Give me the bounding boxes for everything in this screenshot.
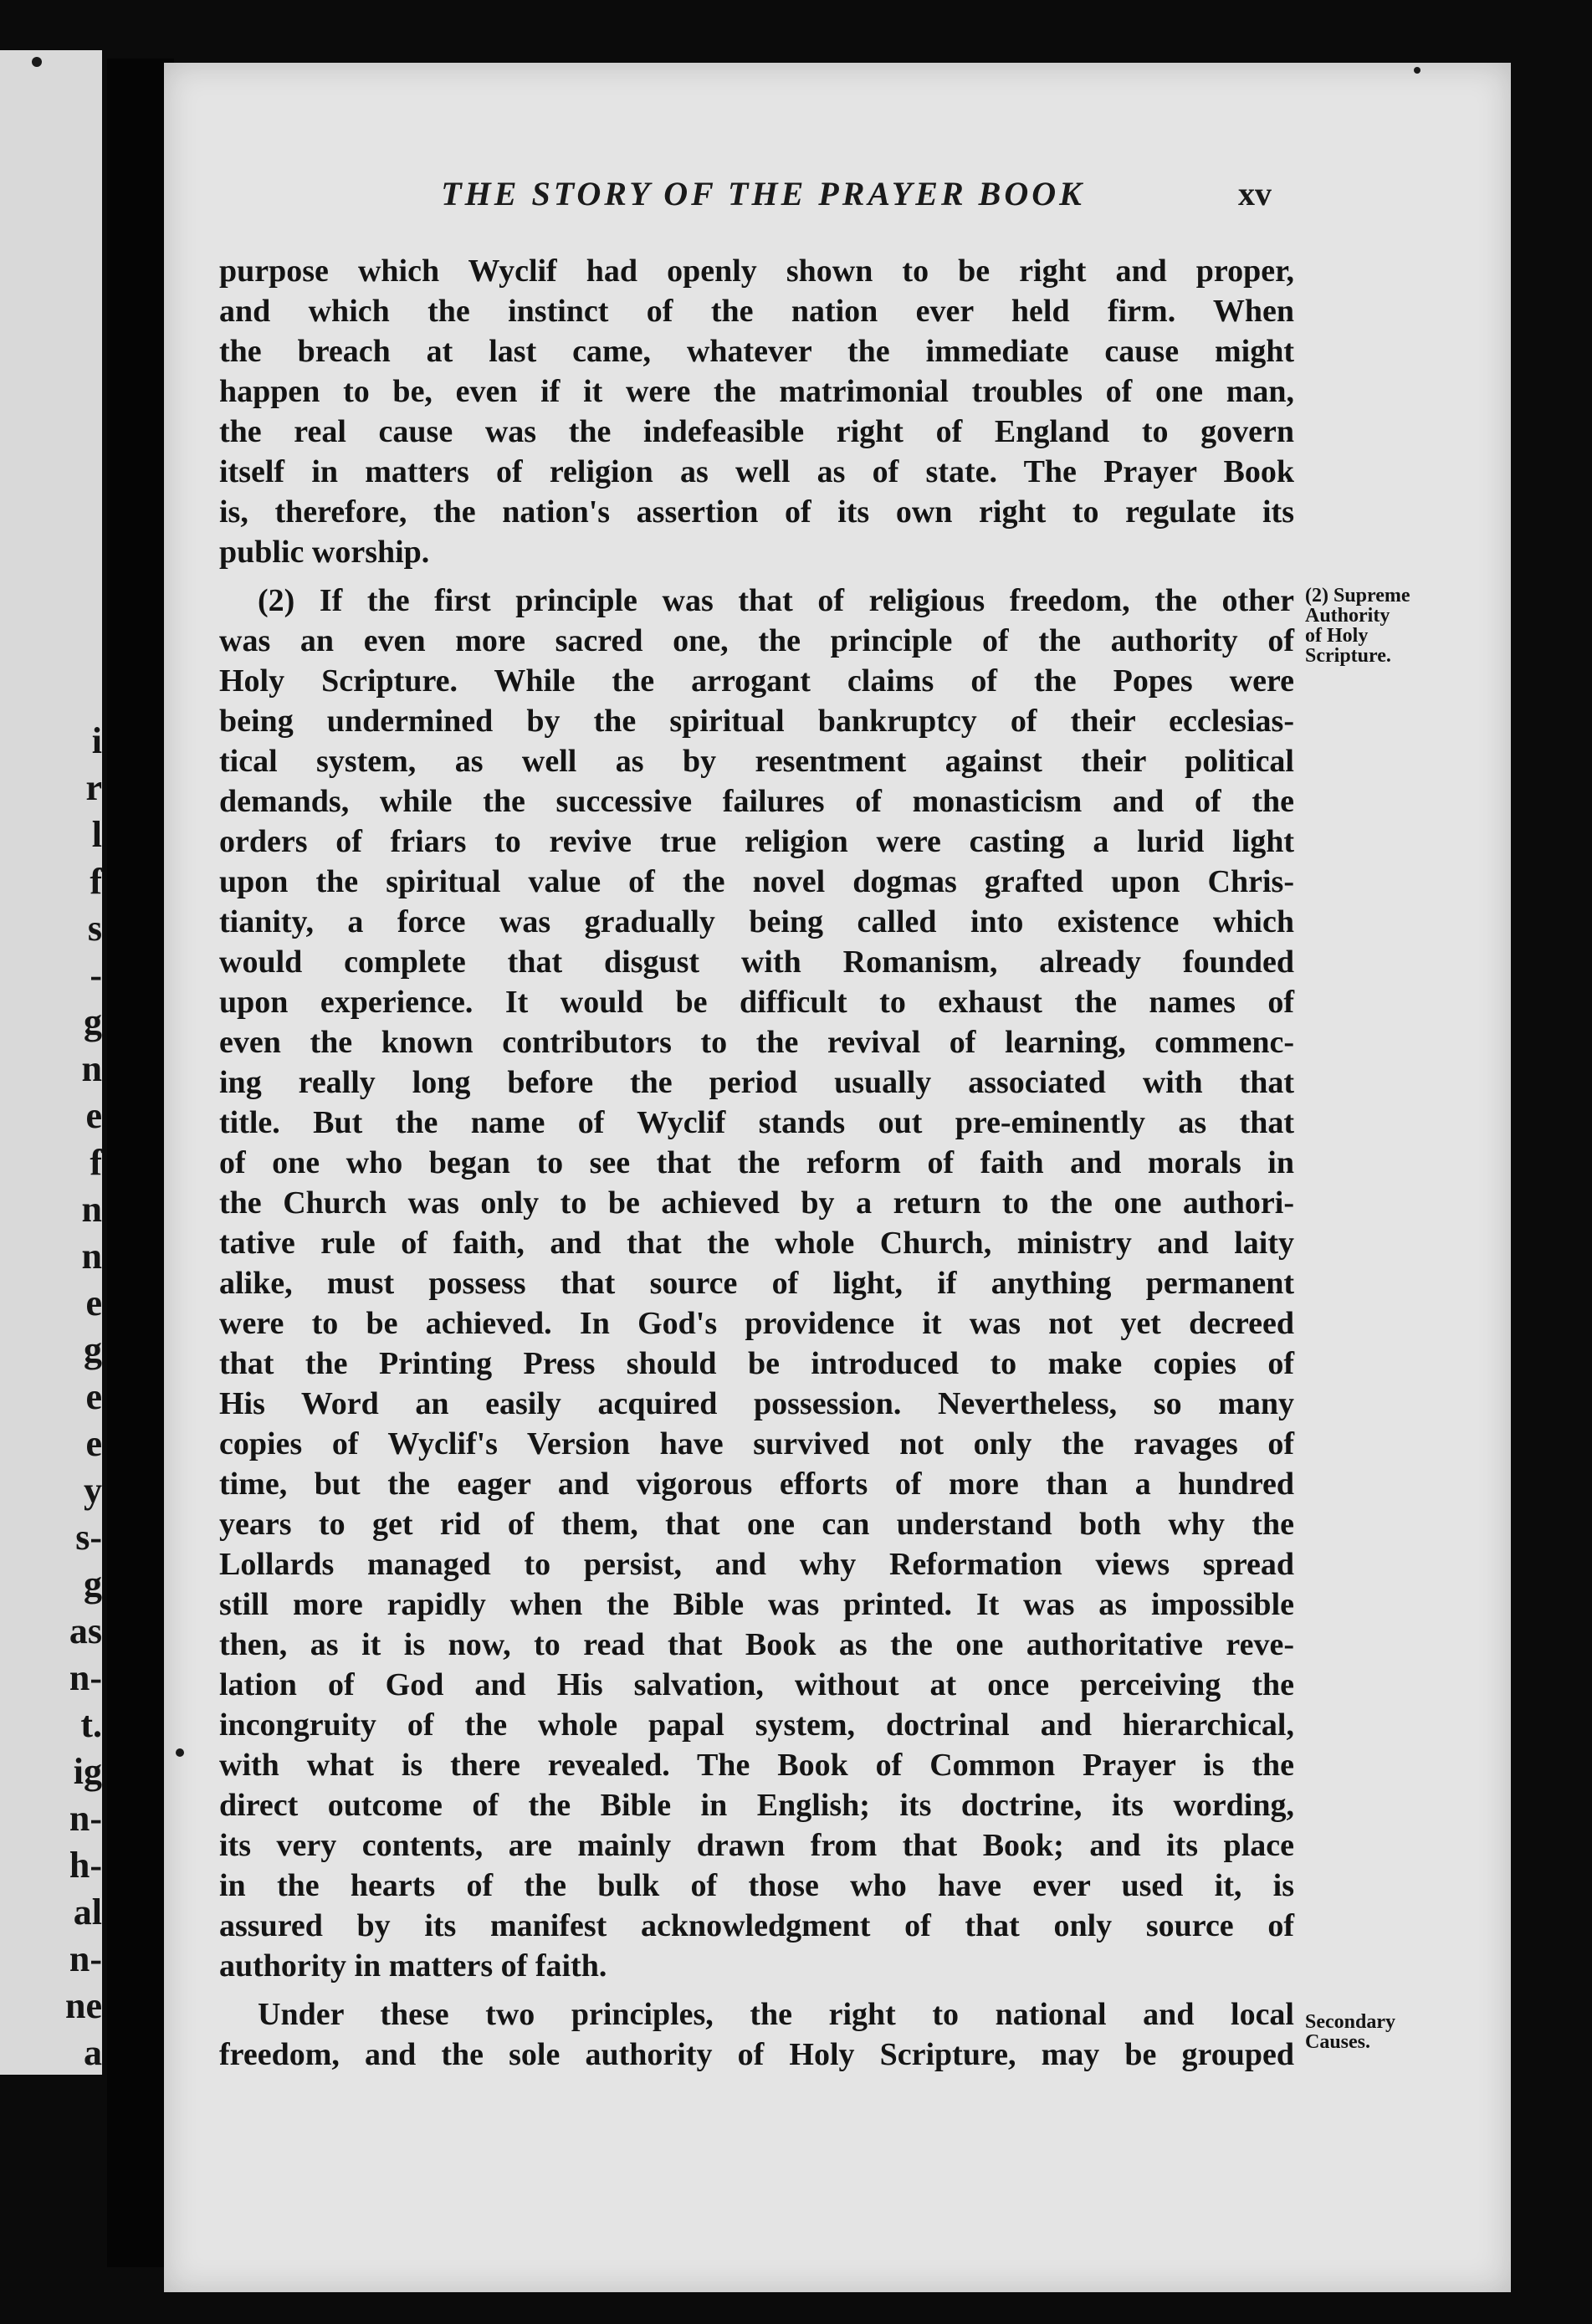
previous-page-edge: [0, 50, 102, 2075]
text-line: in the hearts of the bulk of those who have ever used it, is: [219, 1868, 1294, 1903]
previous-page-fragment: ne: [65, 1985, 102, 2026]
text-line: tianity, a force was gradually being called into existence which: [219, 904, 1294, 939]
text-line: upon experience. It would be difficult to exhaust the names of: [219, 985, 1294, 1020]
previous-page-fragment: a: [84, 2032, 102, 2073]
previous-page-fragment: n-: [69, 1657, 102, 1698]
text-line: tical system, as well as by resentment against their political: [219, 744, 1294, 779]
margin-note-line: Secondary: [1305, 2011, 1395, 2033]
previous-page-fragment: g: [84, 1001, 102, 1042]
text-line: even the known contributors to the revival of learning, commenc-: [219, 1025, 1294, 1060]
text-line: happen to be, even if it were the matrimonial troubles of one man,: [219, 374, 1294, 409]
text-line: was an even more sacred one, the principle of the authority of: [219, 623, 1294, 658]
scan-speck: [32, 57, 42, 67]
text-line: authority in matters of faith.: [219, 1948, 607, 1984]
text-line: the Church was only to be achieved by a return to the one authori-: [219, 1185, 1294, 1221]
text-line: were to be achieved. In God's providence it was not yet decreed: [219, 1306, 1294, 1341]
text-line: His Word an easily acquired possession. Nevertheless, so many: [219, 1386, 1294, 1421]
text-line: of one who began to see that the reform of faith and morals in: [219, 1145, 1294, 1180]
text-line: is, therefore, the nation's assertion of its own right to regulate its: [219, 494, 1294, 530]
previous-page-fragment: n: [81, 1048, 102, 1089]
text-line: Lollards managed to persist, and why Reformation views spread: [219, 1547, 1294, 1582]
previous-page-fragment: as: [69, 1610, 102, 1651]
text-line: freedom, and the sole authority of Holy Scripture, may be grouped: [219, 2037, 1294, 2072]
text-line: being undermined by the spiritual bankruptcy of their ecclesias-: [219, 704, 1294, 739]
text-line: the real cause was the indefeasible right of England to govern: [219, 414, 1294, 449]
text-line: itself in matters of religion as well as of state. The Prayer Book: [219, 454, 1294, 489]
previous-page-fragment: ig: [73, 1751, 102, 1792]
text-line: then, as it is now, to read that Book as the one authoritative reve-: [219, 1627, 1294, 1662]
text-line: Holy Scripture. While the arrogant claims of the Popes were: [219, 663, 1294, 699]
previous-page-fragment: t.: [80, 1704, 102, 1745]
previous-page-fragment: -: [90, 955, 102, 996]
previous-page-fragment: e: [85, 1376, 102, 1417]
text-line: and which the instinct of the nation ever held firm. When: [219, 294, 1294, 329]
margin-note-line: of Holy: [1305, 625, 1369, 647]
previous-page-fragment: h-: [69, 1845, 102, 1886]
right-page-border: [1511, 33, 1592, 2324]
text-line: copies of Wyclif's Version have survived not only the ravages of: [219, 1426, 1294, 1461]
body-text: [219, 251, 1294, 2075]
previous-page-fragment: g: [84, 1564, 102, 1605]
previous-page-fragment: s: [87, 908, 102, 949]
previous-page-fragment: al: [73, 1891, 102, 1932]
previous-page-fragment: l: [91, 814, 102, 855]
text-line: demands, while the successive failures of monasticism and of the: [219, 784, 1294, 819]
text-line: ing really long before the period usually associated with that: [219, 1065, 1294, 1100]
text-line: Under these two principles, the right to national and local: [258, 1997, 1294, 2032]
previous-page-fragment: f: [90, 1142, 102, 1183]
previous-page-fragment: e: [85, 1095, 102, 1136]
margin-note-line: Scripture.: [1305, 645, 1391, 667]
previous-page-fragment: s-: [75, 1517, 102, 1558]
text-line: (2) If the first principle was that of religious freedom, the other: [258, 583, 1294, 618]
text-line: its very contents, are mainly drawn from that Book; and its place: [219, 1828, 1294, 1863]
text-line: with what is there revealed. The Book of Common Prayer is the: [219, 1748, 1294, 1783]
text-line: assured by its manifest acknowledgment of that only source of: [219, 1908, 1294, 1943]
previous-page-fragment: f: [90, 861, 102, 902]
text-line: incongruity of the whole papal system, doctrinal and hierarchical,: [219, 1707, 1294, 1743]
text-line: tative rule of faith, and that the whole Church, ministry and laity: [219, 1226, 1294, 1261]
text-line: lation of God and His salvation, without at once perceiving the: [219, 1667, 1294, 1702]
margin-note-secondary-causes: [1305, 2012, 1464, 2052]
scan-speck: [1414, 67, 1421, 74]
previous-page-fragment: y: [84, 1470, 102, 1511]
previous-page-fragment: n: [81, 1236, 102, 1277]
text-line: upon the spiritual value of the novel dogmas grafted upon Chris-: [219, 864, 1294, 899]
text-line: time, but the eager and vigorous efforts of more than a hundred: [219, 1467, 1294, 1502]
running-head: THE STORY OF THE PRAYER BOOK: [441, 175, 1085, 212]
previous-page-fragment: r: [85, 767, 102, 808]
text-line: the breach at last came, whatever the immediate cause might: [219, 334, 1294, 369]
previous-page-fragment: n-: [69, 1798, 102, 1839]
text-line: public worship.: [219, 535, 430, 570]
text-line: that the Printing Press should be introduced to make copies of: [219, 1346, 1294, 1381]
previous-page-fragment: g: [84, 1329, 102, 1370]
page-number: xv: [1238, 175, 1272, 212]
margin-note-line: (2) Supreme: [1305, 585, 1410, 607]
scan-speck: [176, 1748, 184, 1757]
text-line: purpose which Wyclif had openly shown to be right and proper,: [219, 253, 1294, 289]
text-line: years to get rid of them, that one can understand both why the: [219, 1507, 1294, 1542]
margin-note-supreme-authority: [1305, 586, 1464, 666]
text-line: orders of friars to revive true religion were casting a lurid light: [219, 824, 1294, 859]
text-line: title. But the name of Wyclif stands out pre-eminently as that: [219, 1105, 1294, 1140]
text-line: direct outcome of the Bible in English; its doctrine, its wording,: [219, 1788, 1294, 1823]
previous-page-fragment: n-: [69, 1938, 102, 1979]
previous-page-fragment: e: [85, 1423, 102, 1464]
margin-note-line: Authority: [1305, 605, 1390, 627]
margin-note-line: Causes.: [1305, 2031, 1371, 2053]
previous-page-fragment: i: [91, 720, 102, 761]
text-line: alike, must possess that source of light, if anything permanent: [219, 1266, 1294, 1301]
previous-page-fragment: n: [81, 1189, 102, 1230]
text-line: still more rapidly when the Bible was printed. It was as impossible: [219, 1587, 1294, 1622]
text-line: would complete that disgust with Romanism, already founded: [219, 944, 1294, 980]
previous-page-fragment: e: [85, 1282, 102, 1323]
